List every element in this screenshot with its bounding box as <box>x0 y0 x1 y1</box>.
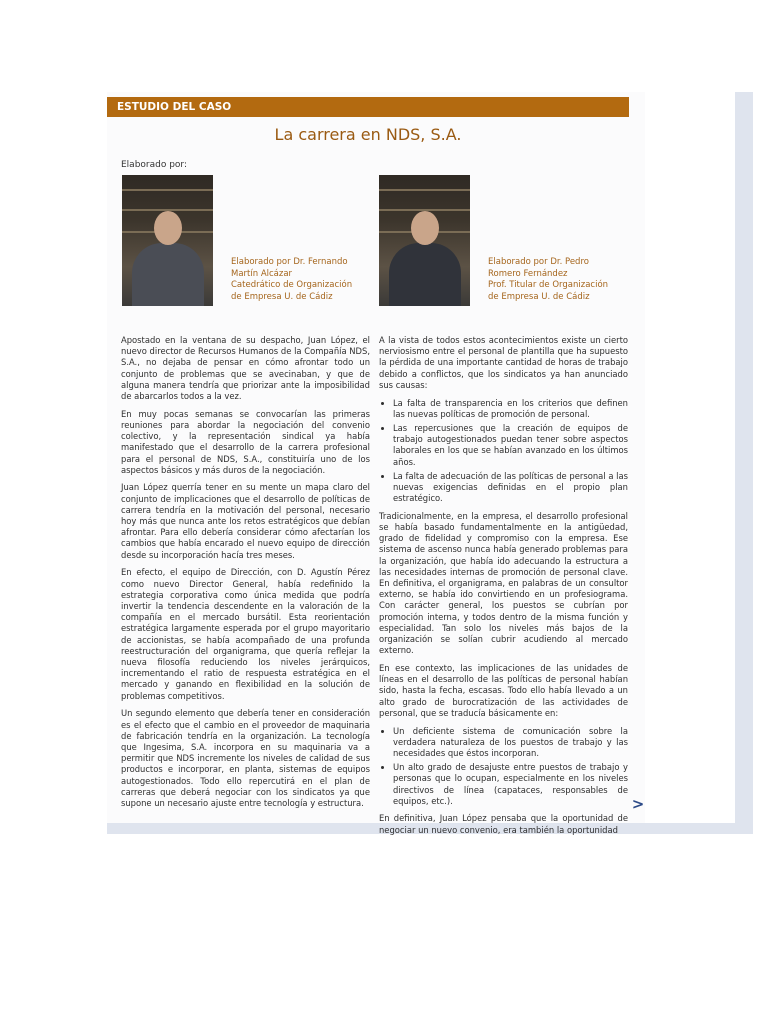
list-item: • Las repercusiones que la creación de equipos de trabajo autogestionados puedan tener sobre aspectos laborales en los que se habían avanzado en los últimos años. <box>393 423 628 468</box>
author-photo-1 <box>122 175 213 306</box>
page-frame-right <box>735 92 753 834</box>
paragraph: Juan López querría tener en su mente un mapa claro del conjunto de implicaciones que el desarrollo de políticas de carrera tendría en la motivación del personal, necesario hoy más que nunca ante los retos estratégicos que debían afrontar. Para ello debería considerar cómo afectarían los cambios que había encarado el nuevo equipo de dirección desde su incorporación hacía tres meses. <box>121 482 370 560</box>
article-title: La carrera en NDS, S.A. <box>274 125 462 144</box>
article-page <box>107 92 645 834</box>
section-label: ESTUDIO DEL CASO <box>117 101 232 113</box>
right-column <box>379 335 628 842</box>
author-credit-2: Elaborado por Dr. Pedro Romero Fernández Prof. Titular de Organización de Empresa U. de Cádiz <box>488 257 609 302</box>
left-column <box>121 335 370 816</box>
chevron-right-icon[interactable]: > <box>631 795 645 813</box>
paragraph: Tradicionalmente, en la empresa, el desarrollo profesional se había basado fundamentalmente en la antigüedad, grado de fidelidad y compromiso con la empresa. Ese sistema de ascenso nunca había generado problemas para la organización, que había ido adecuando la estructura a las necesidades internas de promoción de personal clave. En definitiva, el organigrama, en palabras de un consultor externo, se había ido convirtiendo en un profesiograma. Con carácter general, los puestos se cubrían por promoción interna, y todos dentro de la misma función y especialidad. Tan solo los niveles más bajos de la organización se solían cubrir acudiendo al mercado externo. <box>379 510 628 656</box>
elaborado-label: Elaborado por: <box>121 160 188 170</box>
bullet-list <box>379 398 628 505</box>
paragraph: En muy pocas semanas se convocarían las primeras reuniones para abordar la negociación del convenio colectivo, y la representación sindical ya había manifestado que el desarrollo de la carrera profesional para el personal de NDS, S.A., constituiría uno de los aspectos básicos y más duros de la negociación. <box>121 408 370 475</box>
author-photo-2 <box>379 175 470 306</box>
list-item: • Un alto grado de desajuste entre puestos de trabajo y personas que lo ocupan, especialmente en los niveles directivos de línea (capataces, responsables de equipos, etc.). <box>393 762 628 807</box>
list-item: • La falta de adecuación de las políticas de personal a las nuevas exigencias definidas en el propio plan estratégico. <box>393 471 628 505</box>
paragraph: En ese contexto, las implicaciones de las unidades de líneas en el desarrollo de las políticas de personal habían sido, hasta la fecha, escasas. Todo ello había llevado a un alto grado de burocratización de las actividades de personal, que se traducía básicamente en: <box>379 662 628 718</box>
bullet-list <box>379 726 628 807</box>
list-item: • Un deficiente sistema de comunicación sobre la verdadera naturaleza de los puestos de trabajo y las necesidades que éstos incorporan. <box>393 726 628 760</box>
paragraph: A la vista de todos estos acontecimientos existe un cierto nerviosismo entre el personal de plantilla que ha supuesto la pérdida de una importante cantidad de horas de trabajo debido a conflictos, que los sindicatos ya han anunciado sus causas: <box>379 335 628 390</box>
paragraph: Un segundo elemento que debería tener en consideración es el efecto que el cambio en el proveedor de maquinaria de fabricación tendría en la organización. La tecnología que Ingesima, S.A. incorpora en su maquinaria va a permitir que NDS incremente los niveles de calidad de sus productos e incorporar, en planta, sistemas de equipos autogestionados. Todo ello repercutirá en el plan de carreras que deberá negociar con los sindicatos ya que supone un necesario ajuste entre tecnología y estructura. <box>121 708 370 808</box>
paragraph: Apostado en la ventana de su despacho, Juan López, el nuevo director de Recursos Humanos de la Compañía NDS, S.A., no dejaba de pensar en cómo afrontar todo un conjunto de problemas que se avecinaban, y que de alguna manera tendría que priorizar ante la imposibilidad de abarcarlos todos a la vez. <box>121 335 370 402</box>
paragraph: En efecto, el equipo de Dirección, con D. Agustín Pérez como nuevo Director General, había redefinido la estrategia corporativa como única medida que podría invertir la tendencia descendente en la valoración de la compañía en el mercado bursátil. Esta reorientación estratégica largamente esperada por el grupo mayoritario de accionistas, se había acompañado de una profunda reestructuración del organigrama, que quería reflejar la nueva filosofía reduciendo los niveles jerárquicos, incrementando el ratio de respuesta estratégica en el mercado y ganando en flexibilidad en la solución de problemas competitivos. <box>121 567 370 701</box>
paragraph: En definitiva, Juan López pensaba que la oportunidad de negociar un nuevo convenio, era también la oportunidad <box>379 813 628 835</box>
author-credit-1: Elaborado por Dr. Fernando Martín Alcázar Catedrático de Organización de Empresa U. de Cádiz <box>231 257 353 302</box>
section-header <box>107 97 629 117</box>
list-item: • La falta de transparencia en los criterios que definen las nuevas políticas de promoción de personal. <box>393 398 628 420</box>
